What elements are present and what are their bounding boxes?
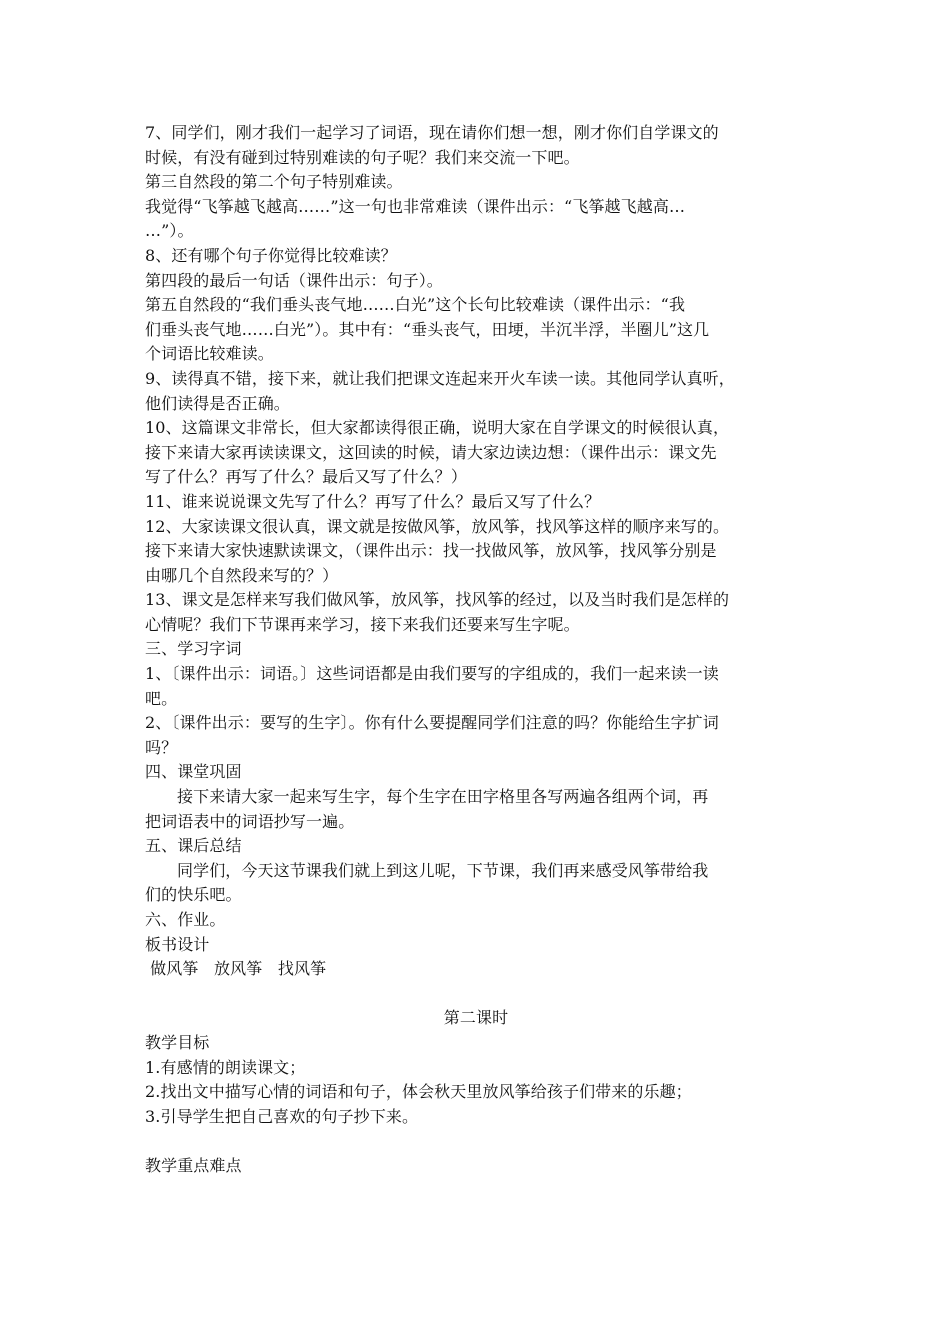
text-line: 们垂头丧气地……白光”）。其中有：“垂头丧气，田埂，半沉半浮，半圈儿”这几 bbox=[145, 319, 710, 339]
text-line: 吧。 bbox=[145, 688, 178, 708]
text-line: 1、〔课件出示：词语。〕这些词语都是由我们要写的字组成的，我们一起来读一读 bbox=[145, 664, 719, 684]
text-line: 9、读得真不错，接下来，就让我们把课文连起来开火车读一读。其他同学认真听， bbox=[145, 368, 735, 388]
text-line: 写了什么？再写了什么？最后又写了什么？） bbox=[145, 467, 468, 487]
section-heading: 六、作业。 bbox=[145, 910, 226, 929]
second-lesson-title: 第二课时 bbox=[443, 1008, 509, 1028]
text-line: 12、大家读课文很认真，课文就是按做风筝，放风筝，找风筝这样的顺序来写的。 bbox=[145, 516, 730, 536]
section-heading: 五、课后总结 bbox=[145, 836, 242, 856]
text-line: 接下来请大家再读读课文，这回读的时候，请大家边读边想：（课件出示：课文先 bbox=[145, 442, 717, 462]
objective-item: 1.有感情的朗读课文； bbox=[145, 1057, 306, 1077]
section-heading: 三、学习字词 bbox=[145, 639, 242, 659]
objective-item: 3.引导学生把自己喜欢的句子抄下来。 bbox=[145, 1106, 419, 1126]
text-line: 由哪几个自然段来写的？） bbox=[145, 565, 339, 585]
objectives-heading: 教学目标 bbox=[145, 1032, 210, 1052]
board-design-items: 做风筝 放风筝 找风筝 bbox=[145, 959, 327, 979]
text-line: 7、同学们，刚才我们一起学习了词语，现在请你们想一想，刚才你们自学课文的 bbox=[145, 123, 719, 142]
summary-paragraph-line: 们的快乐吧。 bbox=[145, 885, 242, 905]
text-line: 他们读得是否正确。 bbox=[145, 393, 290, 413]
text-line: 第四段的最后一句话（课件出示：句子）。 bbox=[145, 270, 443, 290]
text-line: …”）。 bbox=[145, 221, 194, 241]
consolidate-paragraph-line: 把词语表中的词语抄写一遍。 bbox=[145, 811, 355, 831]
text-line: 我觉得“飞筝越飞越高……”这一句也非常难读（课件出示：“飞筝越飞越高… bbox=[145, 196, 686, 216]
text-line: 11、谁来说说课文先写了什么？再写了什么？最后又写了什么？ bbox=[145, 491, 601, 511]
text-line: 个词语比较难读。 bbox=[145, 344, 274, 364]
lesson-steps bbox=[145, 121, 807, 785]
text-line: 2、〔课件出示：要写的生字〕。你有什么要提醒同学们注意的吗？你能给生字扩词 bbox=[145, 713, 719, 733]
text-line: 10、这篇课文非常长，但大家都读得很正确，说明大家在自学课文的时候很认真， bbox=[145, 418, 730, 438]
section-heading: 四、课堂巩固 bbox=[145, 762, 242, 782]
objective-item: 2.找出文中描写心情的词语和句子，体会秋天里放风筝给孩子们带来的乐趣； bbox=[145, 1082, 692, 1102]
summary-paragraph-line: 同学们，今天这节课我们就上到这儿呢，下节课，我们再来感受风筝带给我 bbox=[177, 860, 709, 880]
consolidate-paragraph-line: 接下来请大家一起来写生字，每个生字在田字格里各写两遍各组两个词，再 bbox=[177, 787, 709, 807]
text-line: 8、还有哪个句子你觉得比较难读？ bbox=[145, 245, 397, 265]
text-line: 13、课文是怎样来写我们做风筝，放风筝，找风筝的经过，以及当时我们是怎样的 bbox=[145, 590, 730, 610]
text-line: 心情呢？我们下节课再来学习，接下来我们还要来写生字呢。 bbox=[145, 614, 580, 634]
text-line: 第三自然段的第二个句子特别难读。 bbox=[145, 172, 403, 192]
document-page bbox=[145, 121, 807, 1179]
text-line: 接下来请大家快速默读课文，（课件出示：找一找做风筝，放风筝，找风筝分别是 bbox=[145, 541, 717, 561]
key-points-heading: 教学重点难点 bbox=[145, 1155, 242, 1175]
blank-line bbox=[145, 982, 807, 1007]
blank-line bbox=[145, 1129, 807, 1154]
text-line: 第五自然段的“我们垂头丧气地……白光”这个长句比较难读（课件出示：“我 bbox=[145, 295, 686, 315]
text-line: 时候，有没有碰到过特别难读的句子呢？我们来交流一下吧。 bbox=[145, 147, 580, 167]
board-design-heading: 板书设计 bbox=[145, 934, 210, 954]
text-line: 吗？ bbox=[145, 737, 178, 757]
